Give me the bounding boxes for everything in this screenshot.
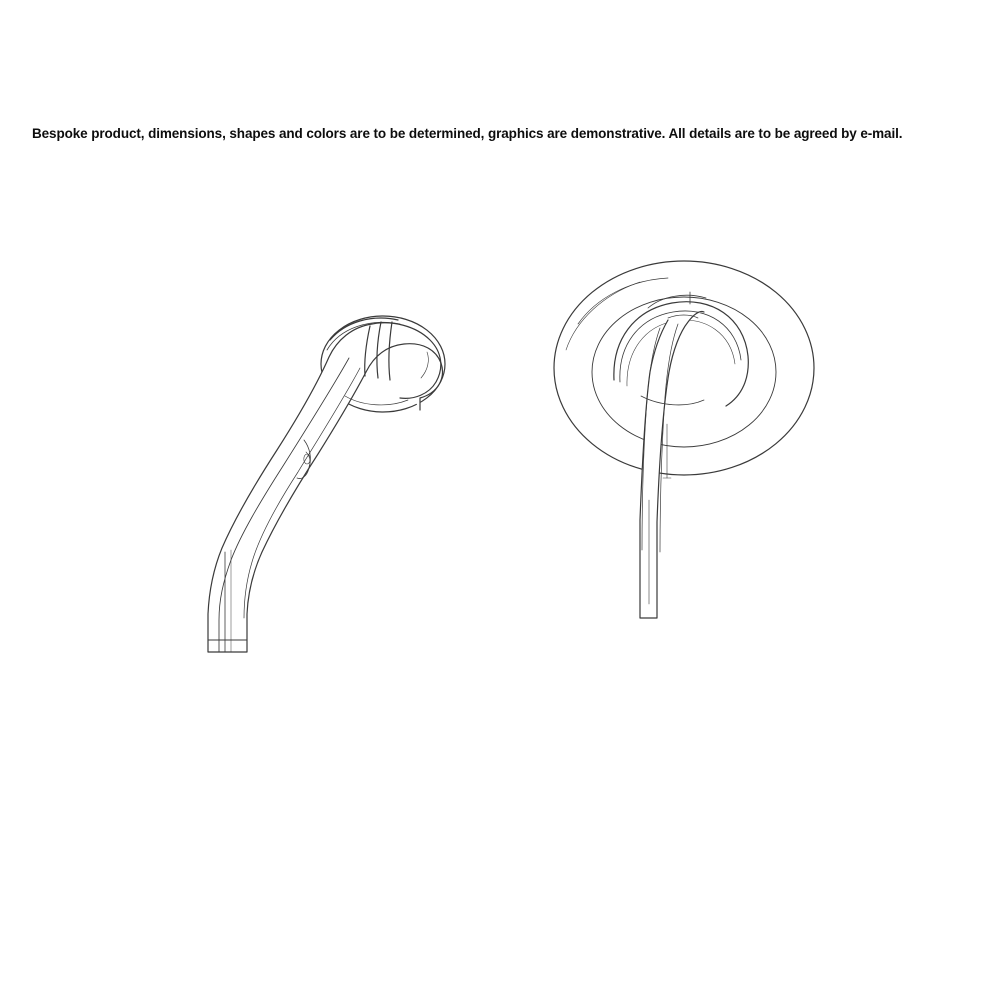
disclaimer-text: Bespoke product, dimensions, shapes and colors are to be determined, graphics are demonstrative. All details are to be agreed by e-mail. — [32, 126, 903, 141]
spout-group — [208, 316, 445, 652]
product-illustration — [0, 200, 1000, 760]
mixer-group — [554, 261, 814, 618]
